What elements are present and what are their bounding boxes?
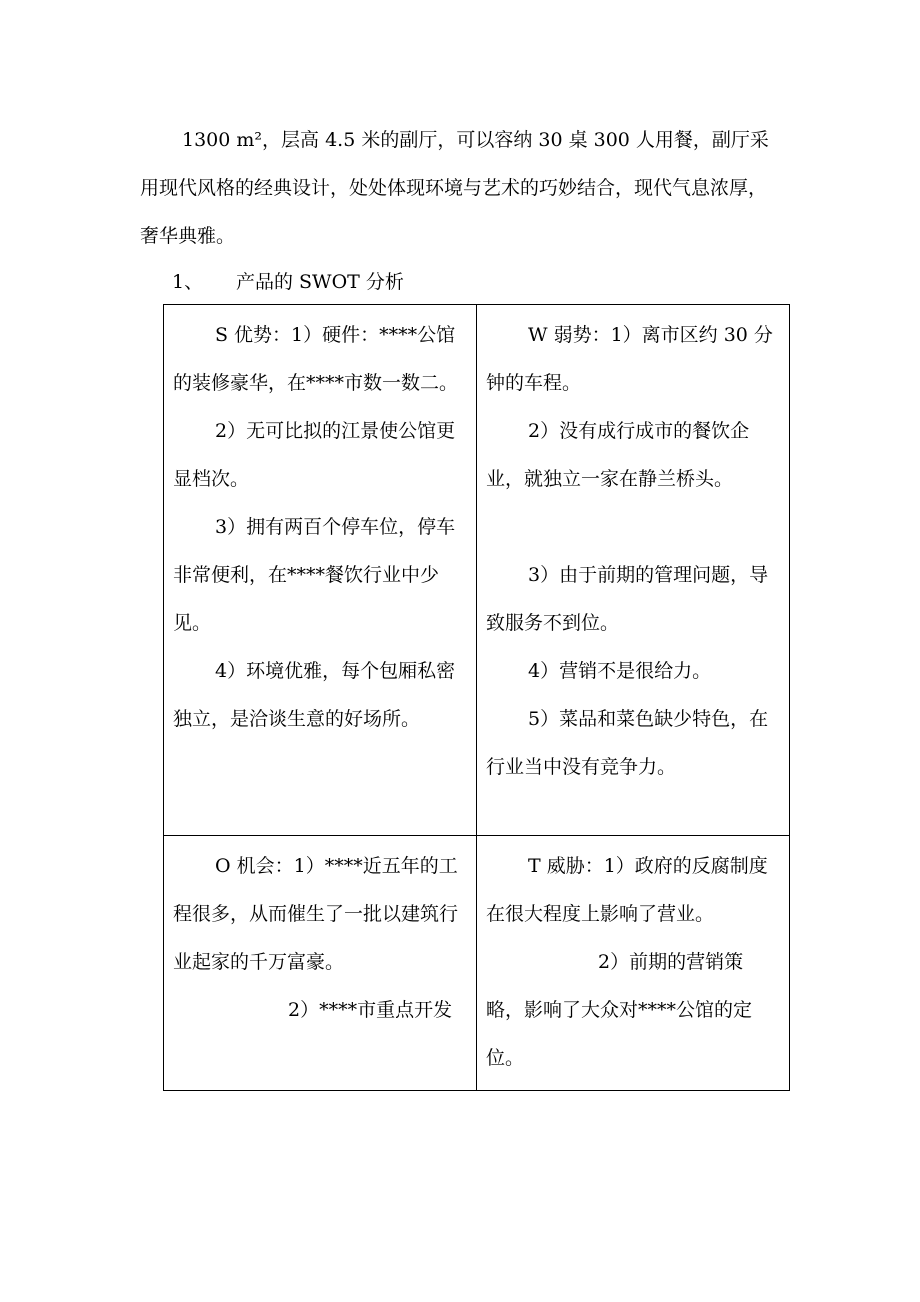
swot-row-top [164, 305, 790, 836]
strengths-cell [164, 305, 477, 836]
strength-item: S 优势：1）硬件：****公馆的装修豪华，在****市数一数二。 [173, 324, 459, 394]
section-title: 产品的 SWOT 分析 [236, 271, 404, 293]
strength-item: 2）无可比拟的江景使公馆更显档次。 [173, 420, 456, 490]
swot-row-bottom [164, 836, 790, 1091]
opportunity-item: 2）****市重点开发 [288, 999, 453, 1021]
weakness-item: 4）营销不是很给力。 [528, 660, 712, 682]
weakness-item: 2）没有成行成市的餐饮企业，就独立一家在静兰桥头。 [486, 420, 750, 490]
opportunity-item: O 机会：1）****近五年的工程很多，从而催生了一批以建筑行业起家的千万富豪。 [173, 855, 459, 973]
weakness-item: 5）菜品和菜色缺少特色，在行业当中没有竞争力。 [486, 708, 769, 778]
threat-item: 2）前期的营销策略，影响了大众对****公馆的定位。 [486, 951, 753, 1069]
intro-paragraph: 1300 m²，层高 4.5 米的副厅，可以容纳 30 桌 300 人用餐，副厅采用现代风格的经典设计，处处体现环境与艺术的巧妙结合，现代气息浓厚，奢华典雅。 [140, 129, 769, 247]
opportunities-cell [164, 836, 477, 1091]
weakness-item: 3）由于前期的管理问题，导致服务不到位。 [486, 564, 769, 634]
weaknesses-cell [477, 305, 790, 836]
threats-cell [477, 836, 790, 1091]
weakness-item: W 弱势：1）离市区约 30 分钟的车程。 [486, 324, 773, 394]
swot-table [163, 304, 790, 1091]
strength-item: 4）环境优雅，每个包厢私密独立，是洽谈生意的好场所。 [173, 660, 456, 730]
section-heading [172, 258, 404, 306]
section-number: 1、 [172, 271, 204, 293]
strength-item: 3）拥有两百个停车位，停车非常便利，在****餐饮行业中少见。 [173, 516, 456, 634]
threat-item: T 威胁：1）政府的反腐制度在很大程度上影响了营业。 [486, 855, 768, 925]
